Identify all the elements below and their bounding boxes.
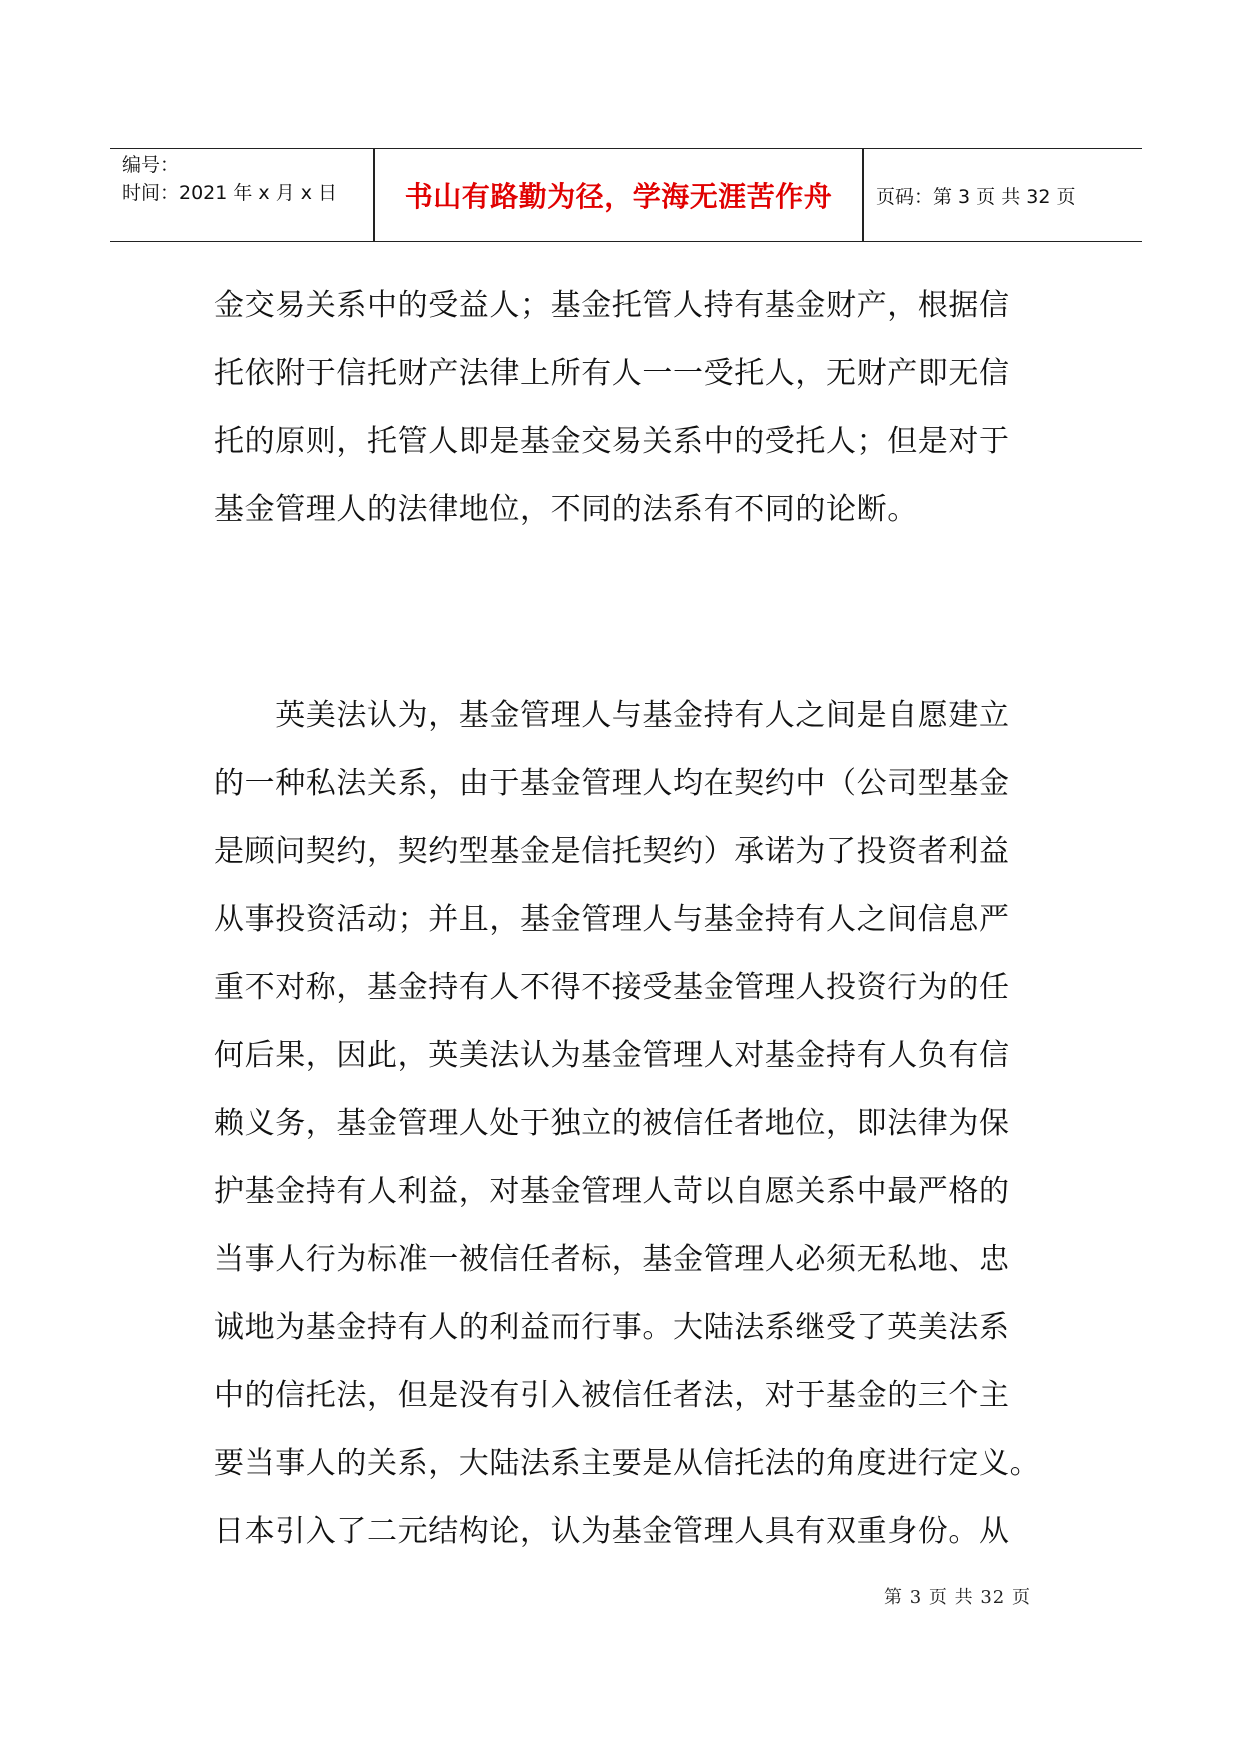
- text-line: 是顾问契约，契约型基金是信托契约）承诺为了投资者利益: [214, 834, 1010, 869]
- page-footer: 第 3 页 共 32 页: [884, 1587, 1031, 1608]
- text-line: 中的信托法，但是没有引入被信任者法，对于基金的三个主: [214, 1378, 1010, 1413]
- text-line: 的一种私法关系，由于基金管理人均在契约中（公司型基金: [214, 766, 1010, 801]
- header-page-info: 页码：第 3 页 共 32 页: [876, 185, 1076, 208]
- text-line: 当事人行为标准一被信任者标，基金管理人必须无私地、忠: [214, 1242, 1010, 1277]
- text-line: 何后果，因此，英美法认为基金管理人对基金持有人负有信: [214, 1038, 1010, 1073]
- header-meta: [122, 151, 372, 207]
- page-header: [110, 148, 1142, 242]
- paragraph-2: [214, 686, 1054, 1570]
- text-line: 重不对称，基金持有人不得不接受基金管理人投资行为的任: [214, 970, 1010, 1005]
- header-divider: [862, 149, 864, 241]
- text-line: 要当事人的关系，大陆法系主要是从信托法的角度进行定义。: [214, 1446, 1041, 1481]
- text-line: 从事投资活动；并且，基金管理人与基金持有人之间信息严: [214, 902, 1010, 937]
- text-line: 托依附于信托财产法律上所有人一一受托人，无财产即无信: [214, 356, 1010, 391]
- text-line: 金交易关系中的受益人；基金托管人持有基金财产，根据信: [214, 288, 1010, 323]
- text-line: 护基金持有人利益，对基金管理人苛以自愿关系中最严格的: [214, 1174, 1010, 1209]
- text-line: 赖义务，基金管理人处于独立的被信任者地位，即法律为保: [214, 1106, 1010, 1141]
- paragraph-1: [214, 276, 1054, 548]
- text-line: 英美法认为，基金管理人与基金持有人之间是自愿建立: [214, 698, 1010, 733]
- time-label: 时间：2021 年 x 月 x 日: [122, 182, 338, 204]
- header-motto: 书山有路勤为径，学海无涯苦作舟: [404, 180, 833, 213]
- text-line: 日本引入了二元结构论，认为基金管理人具有双重身份。从: [214, 1514, 1010, 1549]
- paragraph-spacer: [214, 548, 1054, 686]
- number-label: 编号：: [122, 154, 180, 176]
- text-line: 托的原则，托管人即是基金交易关系中的受托人；但是对于: [214, 424, 1010, 459]
- text-line: 诚地为基金持有人的利益而行事。大陆法系继受了英美法系: [214, 1310, 1010, 1345]
- text-line: 基金管理人的法律地位，不同的法系有不同的论断。: [214, 492, 918, 527]
- document-body: [214, 276, 1054, 1570]
